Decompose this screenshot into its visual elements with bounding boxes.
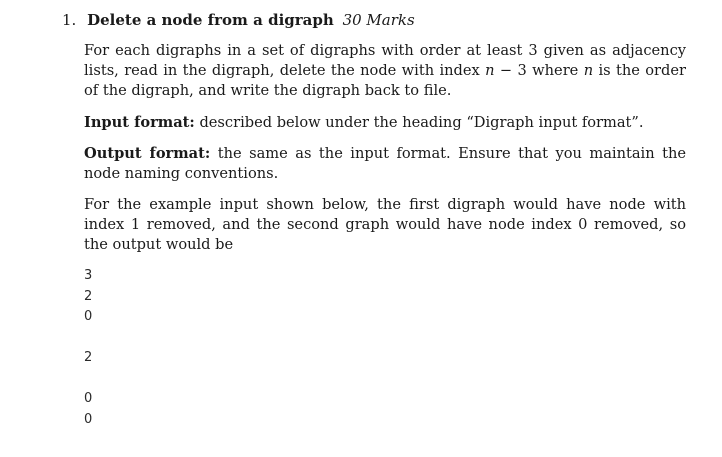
math-n-2: n <box>583 62 594 79</box>
input-format-label: Input format: <box>84 114 195 131</box>
output-format-paragraph <box>84 144 686 184</box>
example-text: For the example input shown below, the first digraph would have node with index 1 removed, and the second graph would have node index 0 removed, so the output would be <box>84 196 686 253</box>
task-description <box>84 41 686 101</box>
output-line: 0 <box>84 391 93 406</box>
example-paragraph <box>84 195 686 255</box>
output-line: 0 <box>84 412 93 427</box>
input-format-text: described below under the heading “Digraph input format”. <box>194 114 644 131</box>
output-line: 2 <box>84 289 93 304</box>
output-line: 0 <box>84 309 93 324</box>
question-heading <box>62 10 415 30</box>
output-line: 3 <box>84 268 93 283</box>
task-text-3: is the order of the digraph, and write the digraph back to file. <box>84 62 686 99</box>
task-text-2: − 3 where <box>494 62 584 79</box>
input-format-paragraph <box>84 113 686 133</box>
output-format-label: Output format: <box>84 145 211 162</box>
question-number: 1. <box>62 11 77 29</box>
output-format-text: the same as the input format. Ensure that you maintain the node naming conventions. <box>84 145 686 182</box>
task-text-1: For each digraphs in a set of digraphs with order at least 3 given as adjacency lists, read in the digraph, delete the node with index <box>84 42 686 79</box>
question-title: Delete a node from a digraph <box>87 11 334 29</box>
question-marks: 30 Marks <box>342 11 415 29</box>
output-line: 2 <box>84 350 93 365</box>
math-n-1: n <box>485 62 495 79</box>
